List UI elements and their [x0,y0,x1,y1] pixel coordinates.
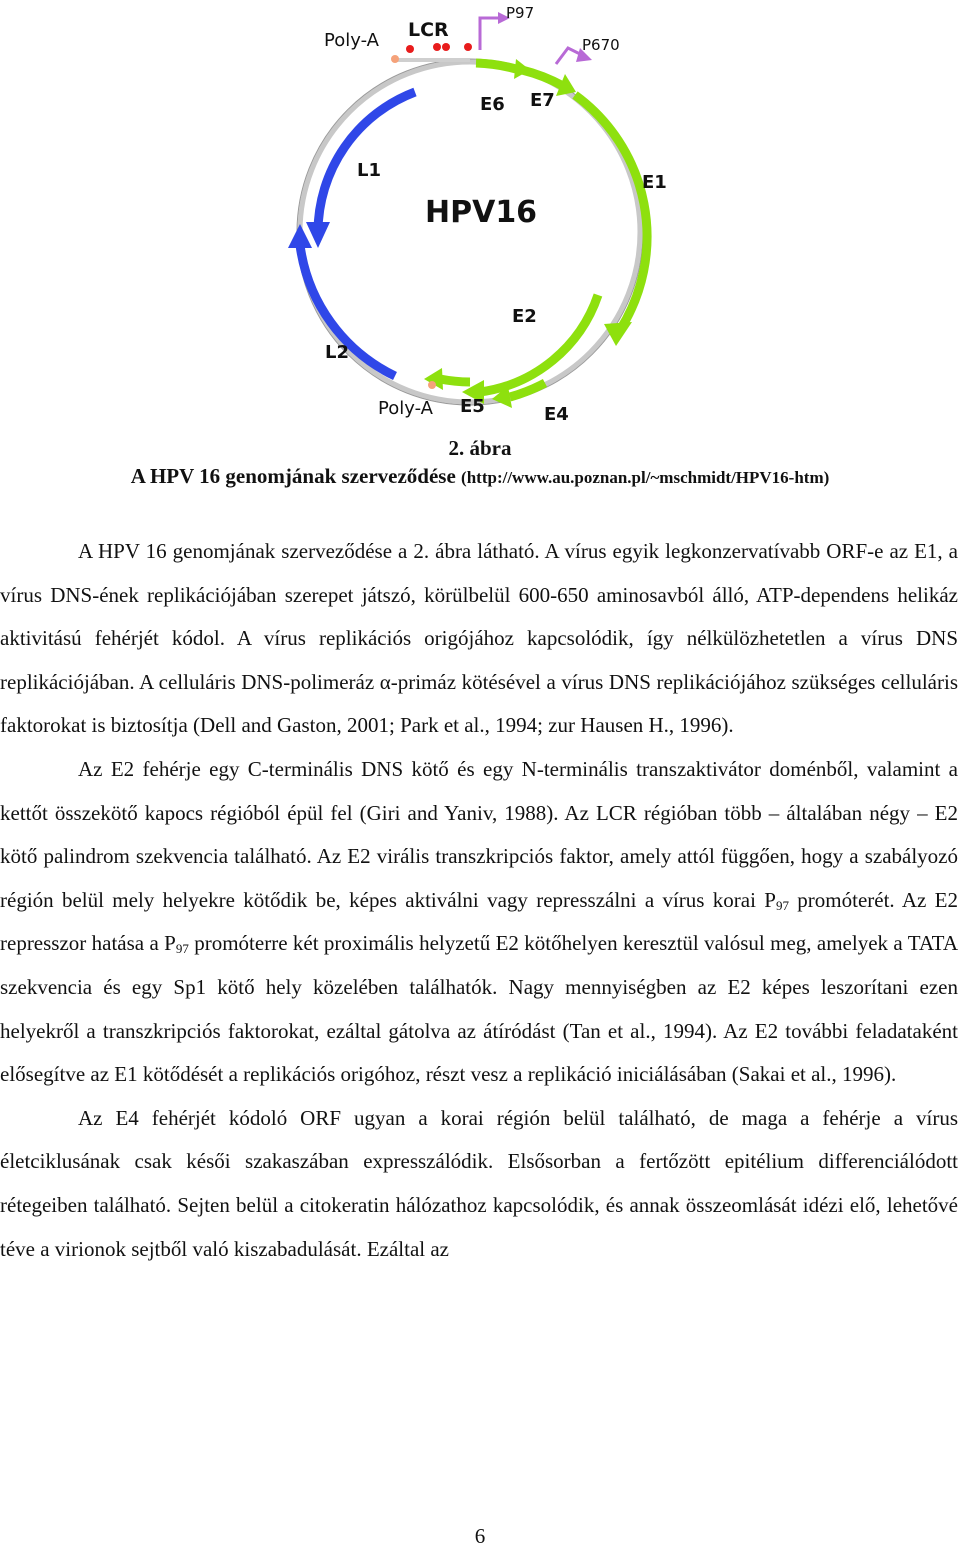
label-polya-bottom: Poly-A [378,398,433,419]
polya-bottom-marker [428,381,436,389]
label-polya-top: Poly-A [324,30,379,51]
polya-top-marker [391,55,399,63]
label-e5: E5 [460,396,485,417]
label-p97: P97 [506,4,535,22]
figure-caption-source: (http://www.au.poznan.pl/~mschmidt/HPV16-htm) [461,468,830,487]
lcr-markers [395,43,472,60]
figure-caption-title: A HPV 16 genomjának szerveződése [130,464,456,488]
label-e6: E6 [480,94,505,115]
paragraph-e2 [0,748,958,1097]
page-number: 6 [474,1524,486,1548]
e2-arc [480,295,598,392]
lcr-dot-2 [433,43,441,51]
label-hpv16: HPV16 [425,195,538,230]
lcr-dot-3 [442,43,450,51]
paragraph-e1: A HPV 16 genomjának szerveződése a 2. ábra látható. A vírus egyik legkonzervatívabb ORF-e az E1, a vírus DNS-ének replikációjában szerepet játszó, körülbelül 600-650 aminosavból álló, ATP-dependens helikáz aktivitású fehérjét kódol. A vírus replikációs origójához kapcsolódik, így nélkülözhetetlen a vírus DNS replikációjában. A celluláris DNS-polimeráz α-primáz kötésével a vírus DNS replikációjához szükséges celluláris faktorokat is biztosítja (Dell and Gaston, 2001; Park et al., 1994; zur Hausen H., 1996). [0,539,958,738]
paragraph-e4: Az E4 fehérjét kódoló ORF ugyan a korai régión belül található, de maga a fehérje a vírus életciklusának csak késői szakaszában expresszálódik. Elsősorban a fertőzött epitélium differenciálódott rétegeiben található. Sejten belül a citokeratin hálózathoz kapcsolódik, és annak összeomlását idézi elő, lehetővé téve a virionok sejtből való kiszabadulását. Ezáltal az [0,1105,958,1261]
lcr-dot-4 [464,43,472,51]
e7-arc [522,70,563,86]
figure-caption [0,464,960,489]
e1-arc [575,95,647,330]
paragraph-e2-part-a: Az E2 fehérje egy C-terminális DNS kötő és egy N-terminális transzaktivátor doménből, valamint a kettőt összekötő kapocs régióból épül fel (Giri and Yaniv, 1988). Az LCR régióban több – általában négy – E2 kötő palindrom szekvencia található. Az E2 virális transzkripciós faktor, amely attól függően, hogy a szabályozó régión belül mely helyekre kötődik be, képes aktiválni vagy represszálni a vírus korai P [0,756,958,912]
l2-arrowhead [288,224,312,248]
body-text [0,530,958,1271]
hpv16-genome-figure [0,0,960,430]
e6-arc [476,63,516,69]
genome-map [0,0,960,430]
p97-subscript-2: 97 [175,941,189,957]
label-e1: E1 [642,172,667,193]
label-e7: E7 [530,90,555,111]
e5-arc [440,379,470,382]
label-p670: P670 [582,36,620,54]
paragraph-e2-part-c: promóterre két proximális helyzetű E2 kötőhelyen keresztül valósul meg, amelyek a TATA szekvencia és egy Sp1 kötő hely közelében találhatók. Nagy mennyiségben az E2 képes leszorítani ezen helyekről a transzkripciós faktorokat, ezáltal gátolva az átíródást (Tan et al., 1994). Az E2 további feladataként elősegítve az E1 kötődését a replikációs origóhoz, részt vesz a replikáció iniciálásában (Sakai et al., 1996). [0,931,958,1087]
label-l2: L2 [325,342,349,363]
promoter-arrows [480,18,584,64]
label-e2: E2 [512,306,537,327]
early-gene-arcs [440,63,647,397]
figure-number: 2. ábra [448,436,512,460]
lcr-dot-1 [406,45,414,53]
label-e4: E4 [544,404,569,425]
p97-arrow [480,18,500,50]
paragraph-e2-part-b: promóterét. Az E2 represszor hatása a P [0,887,958,956]
label-l1: L1 [357,160,381,181]
p97-subscript-1: 97 [775,897,789,913]
label-lcr: LCR [408,19,449,41]
